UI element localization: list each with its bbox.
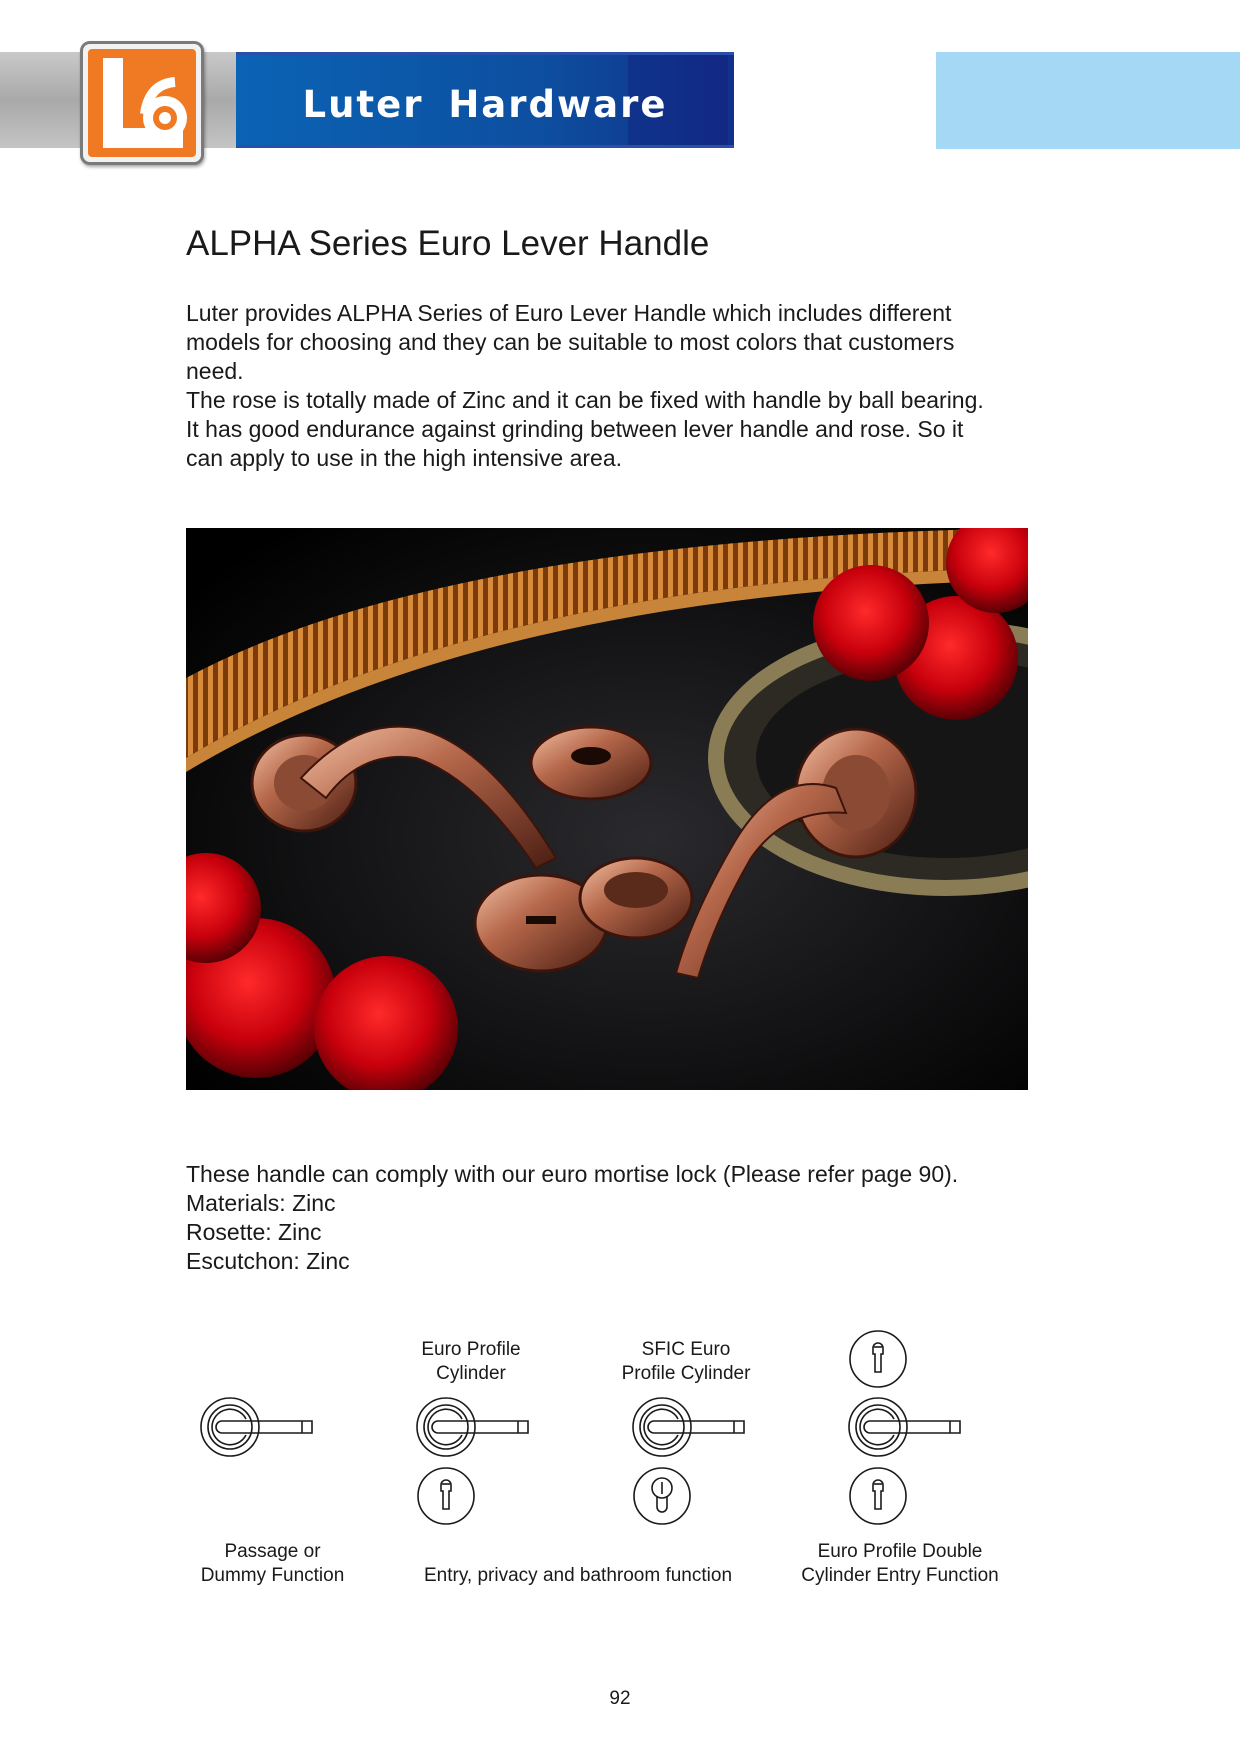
label-passage-dummy-function <box>185 1540 360 1588</box>
luter-logo-icon <box>80 41 204 165</box>
label-line: Euro Profile <box>421 1339 521 1360</box>
page-number: 92 <box>609 1688 631 1709</box>
euro-cylinder-escutcheon-icon <box>848 1465 908 1527</box>
euro-cylinder-escutcheon-icon <box>416 1465 476 1527</box>
header-light-blue-block <box>936 52 1240 149</box>
lever-handle-icon <box>414 1395 542 1459</box>
label-line: Cylinder Entry Function <box>801 1565 999 1586</box>
intro-line: models for choosing and they can be suitable to most colors that customers <box>186 329 955 355</box>
label-line: Cylinder <box>436 1363 506 1384</box>
lever-handle-icon <box>846 1395 974 1459</box>
label-line: Passage or <box>224 1541 321 1562</box>
label-euro-double-cylinder <box>785 1540 1015 1588</box>
label-sfic-euro-profile-cylinder <box>600 1338 772 1386</box>
euro-cylinder-escutcheon-icon <box>848 1328 908 1390</box>
label-euro-profile-cylinder <box>391 1338 551 1386</box>
specs-line: Escutchon: Zinc <box>186 1248 350 1274</box>
label-entry-privacy-bathroom: Entry, privacy and bathroom function <box>423 1565 733 1586</box>
intro-line: need. <box>186 358 244 384</box>
product-photo <box>186 528 1028 1090</box>
intro-paragraph <box>186 299 1086 473</box>
page-title: ALPHA Series Euro Lever Handle <box>186 224 710 263</box>
intro-line: The rose is totally made of Zinc and it can be fixed with handle by ball bearing. <box>186 387 984 413</box>
intro-line: can apply to use in the high intensive area. <box>186 445 623 471</box>
label-line: Profile Cylinder <box>621 1363 751 1384</box>
intro-line: Luter provides ALPHA Series of Euro Lever Handle which includes different <box>186 300 952 326</box>
specs-line: Materials: Zinc <box>186 1190 336 1216</box>
label-line: Dummy Function <box>200 1565 345 1586</box>
label-line: SFIC Euro <box>641 1339 731 1360</box>
header-blue-banner <box>236 52 734 148</box>
lever-handle-icon <box>630 1395 758 1459</box>
intro-line: It has good endurance against grinding between lever handle and rose. So it <box>186 416 964 442</box>
sfic-cylinder-escutcheon-icon <box>632 1465 692 1527</box>
lever-handle-icon <box>198 1395 326 1459</box>
specs-line: Rosette: Zinc <box>186 1219 322 1245</box>
brand-name: Luter Hardware <box>302 83 668 126</box>
specs-block <box>186 1160 958 1276</box>
specs-line: These handle can comply with our euro mortise lock (Please refer page 90). <box>186 1161 959 1187</box>
label-line: Euro Profile Double <box>817 1541 983 1562</box>
